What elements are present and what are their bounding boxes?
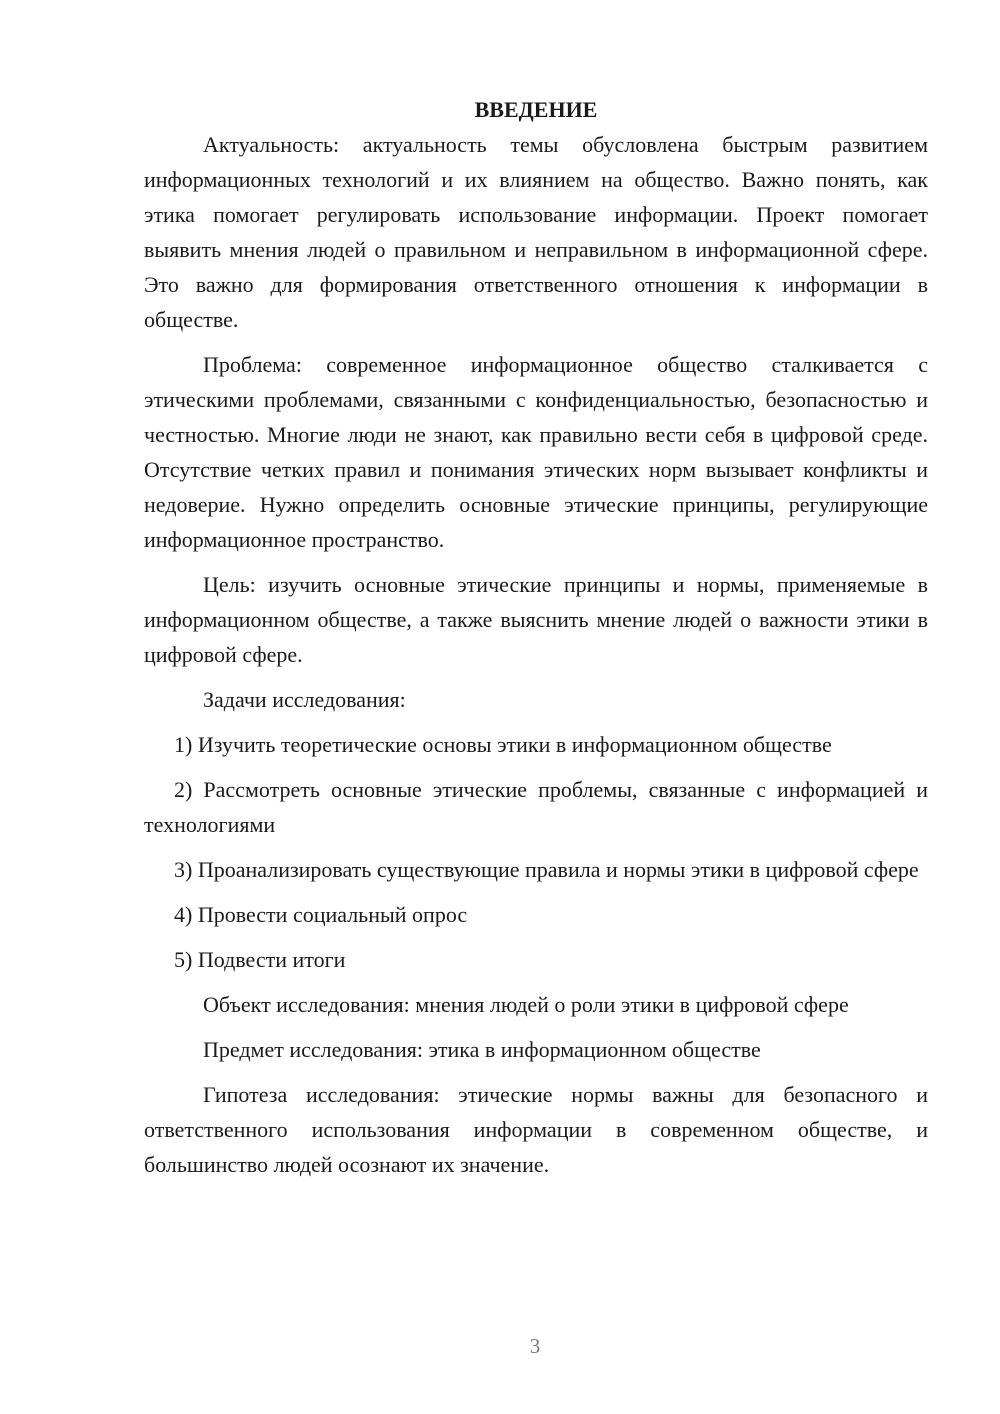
subject-paragraph: Предмет исследования: этика в информационном обществе (203, 1037, 761, 1062)
task-item-5: 5) Подвести итоги (174, 947, 346, 972)
task-item-3: 3) Проанализировать существующие правила и нормы этики в цифровой сфере (174, 857, 919, 882)
task-item-1: 1) Изучить теоретические основы этики в информационном обществе (174, 732, 832, 757)
section-title: ВВЕДЕНИЕ (474, 97, 598, 122)
page-content (144, 92, 928, 1192)
page-number: 3 (529, 1334, 541, 1358)
tasks-heading: Задачи исследования: (203, 687, 406, 712)
object-paragraph: Объект исследования: мнения людей о роли этики в цифровой сфере (203, 992, 849, 1017)
goal-paragraph: Цель: изучить основные этические принципы и нормы, применяемые в информационном обществе, а также выяснить мнение людей о важности этики в цифровой сфере. (144, 572, 928, 667)
problem-paragraph: Проблема: современное информационное общество сталкивается с этическими проблемами, связанными с конфиденциальностью, безопасностью и честностью. Многие люди не знают, как правильно вести себя в цифровой среде. Отсутствие четких правил и понимания этических норм вызывает конфликты и недоверие. Нужно определить основные этические принципы, регулирующие информационное пространство. (144, 352, 928, 552)
hypothesis-paragraph: Гипотеза исследования: этические нормы важны для безопасного и ответственного использования информации в современном обществе, и большинство людей осознают их значение. (144, 1082, 928, 1177)
task-item-4: 4) Провести социальный опрос (174, 902, 468, 927)
actuality-paragraph: Актуальность: актуальность темы обусловлена быстрым развитием информационных технологий и их влиянием на общество. Важно понять, как этика помогает регулировать использование информации. Проект помогает выявить мнения людей о правильном и неправильном в информационной сфере. Это важно для формирования ответственного отношения к информации в обществе. (144, 132, 928, 332)
task-item-2: 2) Рассмотреть основные этические проблемы, связанные с информацией и технологиями (144, 777, 928, 837)
